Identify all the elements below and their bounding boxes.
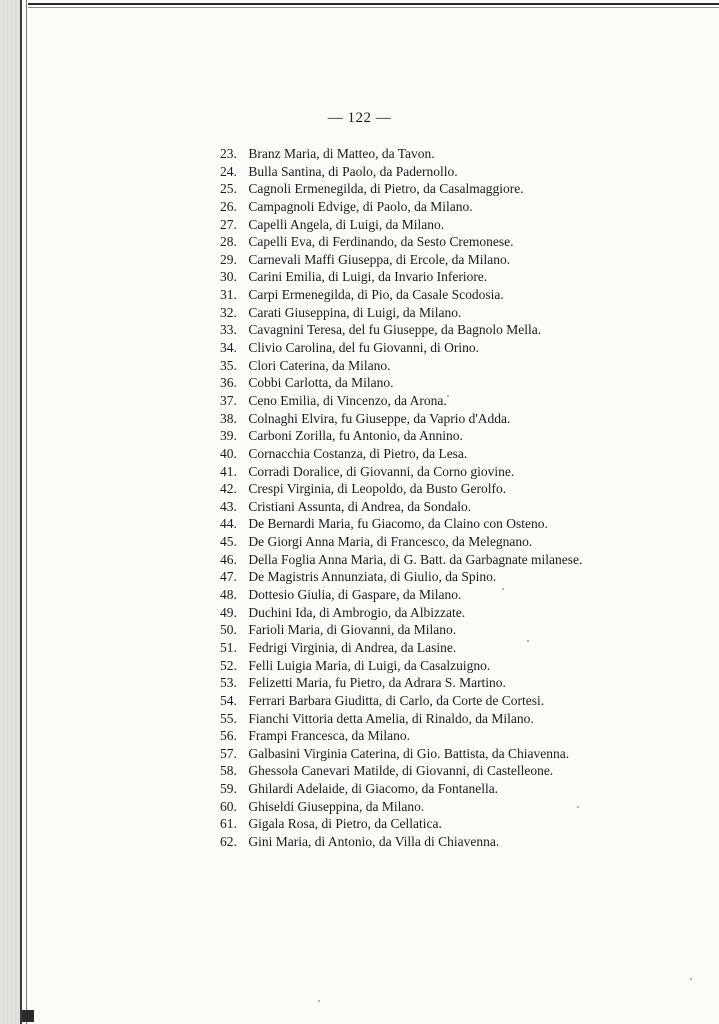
list-item bbox=[220, 180, 700, 198]
entry-number: 55. bbox=[220, 710, 237, 726]
entry-number: 27. bbox=[220, 216, 237, 232]
entry-number: 49. bbox=[220, 604, 237, 620]
entry-text: Felizetti Maria, fu Pietro, da Adrara S. Martino. bbox=[248, 675, 506, 691]
list-item bbox=[220, 339, 700, 357]
entry-number: 24. bbox=[220, 163, 237, 179]
list-item bbox=[220, 410, 700, 428]
entry-number: 43. bbox=[220, 498, 237, 514]
list-item bbox=[220, 798, 700, 816]
entry-text: Cobbi Carlotta, da Milano. bbox=[248, 375, 394, 391]
entry-number: 29. bbox=[220, 251, 237, 267]
entry-text: Ghiseldi Giuseppina, da Milano. bbox=[248, 798, 425, 814]
entry-text: Della Foglia Anna Maria, di G. Batt. da Garbagnate milanese. bbox=[248, 551, 583, 567]
list-item bbox=[220, 657, 700, 675]
entry-text: De Magistris Annunziata, di Giulio, da Spino. bbox=[248, 569, 497, 585]
entry-text: Campagnoli Edvige, di Paolo, da Milano. bbox=[248, 198, 473, 214]
entry-number: 57. bbox=[220, 745, 237, 761]
list-item bbox=[220, 727, 700, 745]
entry-text: Carati Giuseppina, di Luigi, da Milano. bbox=[248, 304, 462, 320]
list-item bbox=[220, 268, 700, 286]
entry-text: Cristiani Assunta, di Andrea, da Sondalo. bbox=[248, 498, 472, 514]
print-speck bbox=[318, 1000, 320, 1002]
list-item bbox=[220, 586, 700, 604]
list-item bbox=[220, 639, 700, 657]
entry-number: 40. bbox=[220, 445, 237, 461]
list-item bbox=[220, 498, 700, 516]
page-number: — 122 — bbox=[327, 110, 392, 126]
entry-text: De Bernardi Maria, fu Giacomo, da Claino con Osteno. bbox=[248, 516, 548, 532]
entry-number: 42. bbox=[220, 481, 237, 497]
entry-number: 53. bbox=[220, 675, 237, 691]
print-speck bbox=[527, 640, 529, 642]
entry-number: 23. bbox=[220, 146, 237, 161]
entry-text: De Giorgi Anna Maria, di Francesco, da Melegnano. bbox=[248, 534, 533, 550]
list-item bbox=[220, 163, 700, 181]
list-item bbox=[220, 427, 700, 445]
binding-rule bbox=[20, 0, 22, 1024]
entry-text: Farioli Maria, di Giovanni, da Milano. bbox=[248, 622, 457, 638]
entry-text: Carboni Zorilla, fu Antonio, da Annino. bbox=[248, 428, 463, 444]
entry-number: 44. bbox=[220, 516, 237, 532]
entry-number: 38. bbox=[220, 410, 237, 426]
entry-number: 35. bbox=[220, 357, 237, 373]
list-item bbox=[220, 551, 700, 569]
print-speck bbox=[577, 806, 579, 808]
entry-number: 59. bbox=[220, 781, 237, 797]
entry-number: 39. bbox=[220, 428, 237, 444]
list-item bbox=[220, 463, 700, 481]
entry-number: 61. bbox=[220, 816, 237, 832]
entry-text: Felli Luigia Maria, di Luigi, da Casalzuigno. bbox=[248, 657, 491, 673]
list-item bbox=[220, 357, 700, 375]
entry-text: Ghessola Canevari Matilde, di Giovanni, di Castelleone. bbox=[248, 763, 554, 779]
binding-rule-secondary bbox=[26, 0, 27, 1024]
list-item bbox=[220, 762, 700, 780]
print-speck bbox=[502, 588, 504, 590]
entry-text: Capelli Angela, di Luigi, da Milano. bbox=[248, 216, 445, 232]
entry-number: 31. bbox=[220, 287, 237, 303]
entry-number: 26. bbox=[220, 198, 237, 214]
list-item bbox=[220, 216, 700, 234]
list-item bbox=[220, 304, 700, 322]
entry-number: 33. bbox=[220, 322, 237, 338]
name-list bbox=[220, 145, 700, 851]
entry-text: Cornacchia Costanza, di Pietro, da Lesa. bbox=[248, 445, 468, 461]
entry-text: Carnevali Maffi Giuseppa, di Ercole, da Milano. bbox=[248, 251, 511, 267]
list-item bbox=[220, 692, 700, 710]
print-speck bbox=[447, 395, 449, 397]
list-item bbox=[220, 568, 700, 586]
list-item bbox=[220, 480, 700, 498]
entry-number: 50. bbox=[220, 622, 237, 638]
entry-text: Fianchi Vittoria detta Amelia, di Rinaldo, da Milano. bbox=[248, 710, 534, 726]
entry-text: Gigala Rosa, di Pietro, da Cellatica. bbox=[248, 816, 442, 832]
print-speck bbox=[690, 978, 692, 980]
entry-text: Clivio Carolina, del fu Giovanni, di Orino. bbox=[248, 340, 479, 356]
entry-text: Dottesio Giulia, di Gaspare, da Milano. bbox=[248, 587, 462, 603]
entry-text: Frampi Francesca, da Milano. bbox=[248, 728, 410, 744]
entry-text: Ceno Emilia, di Vincenzo, da Arona. bbox=[248, 392, 447, 408]
entry-text: Corradi Doralice, di Giovanni, da Corno giovine. bbox=[248, 463, 515, 479]
entry-number: 47. bbox=[220, 569, 237, 585]
entry-number: 32. bbox=[220, 304, 237, 320]
list-item bbox=[220, 445, 700, 463]
entry-number: 62. bbox=[220, 833, 237, 849]
entry-number: 54. bbox=[220, 692, 237, 708]
list-item bbox=[220, 780, 700, 798]
entry-text: Cavagnini Teresa, del fu Giuseppe, da Bagnolo Mella. bbox=[248, 322, 542, 338]
list-item bbox=[220, 251, 700, 269]
entry-text: Gini Maria, di Antonio, da Villa di Chiavenna. bbox=[248, 833, 500, 849]
entry-number: 56. bbox=[220, 728, 237, 744]
entry-text: Branz Maria, di Matteo, da Tavon. bbox=[248, 146, 435, 161]
entry-number: 58. bbox=[220, 763, 237, 779]
entry-text: Ghilardi Adelaide, di Giacomo, da Fontanella. bbox=[248, 781, 499, 797]
list-item bbox=[220, 392, 700, 410]
entry-text: Cagnoli Ermenegilda, di Pietro, da Casalmaggiore. bbox=[248, 181, 524, 197]
entry-number: 25. bbox=[220, 181, 237, 197]
list-item bbox=[220, 515, 700, 533]
entry-text: Carini Emilia, di Luigi, da Invario Inferiore. bbox=[248, 269, 488, 285]
list-item bbox=[220, 198, 700, 216]
entry-text: Duchini Ida, di Ambrogio, da Albizzate. bbox=[248, 604, 466, 620]
entry-number: 51. bbox=[220, 639, 237, 655]
list-item bbox=[220, 674, 700, 692]
list-item bbox=[220, 533, 700, 551]
list-item bbox=[220, 321, 700, 339]
top-border-rule-secondary bbox=[28, 7, 719, 8]
entry-text: Galbasini Virginia Caterina, di Gio. Battista, da Chiavenna. bbox=[248, 745, 570, 761]
entry-text: Bulla Santina, di Paolo, da Padernollo. bbox=[248, 163, 458, 179]
list-item bbox=[220, 145, 700, 163]
entry-number: 30. bbox=[220, 269, 237, 285]
entry-number: 37. bbox=[220, 392, 237, 408]
entry-text: Clori Caterina, da Milano. bbox=[248, 357, 391, 373]
list-item bbox=[220, 815, 700, 833]
entry-number: 48. bbox=[220, 587, 237, 603]
list-item bbox=[220, 745, 700, 763]
entry-number: 46. bbox=[220, 551, 237, 567]
entry-number: 36. bbox=[220, 375, 237, 391]
entry-text: Colnaghi Elvira, fu Giuseppe, da Vaprio d'Adda. bbox=[248, 410, 511, 426]
entry-number: 60. bbox=[220, 798, 237, 814]
entry-number: 41. bbox=[220, 463, 237, 479]
entry-text: Ferrari Barbara Giuditta, di Carlo, da Corte de Cortesi. bbox=[248, 692, 545, 708]
entry-number: 45. bbox=[220, 534, 237, 550]
entry-number: 28. bbox=[220, 234, 237, 250]
binding-corner-mark bbox=[22, 1010, 34, 1022]
list-item bbox=[220, 374, 700, 392]
list-item bbox=[220, 621, 700, 639]
top-border-rule bbox=[28, 3, 719, 5]
entry-text: Crespi Virginia, di Leopoldo, da Busto Gerolfo. bbox=[248, 481, 507, 497]
list-item bbox=[220, 604, 700, 622]
list-item bbox=[220, 233, 700, 251]
entry-text: Capelli Eva, di Ferdinando, da Sesto Cremonese. bbox=[248, 234, 514, 250]
list-item bbox=[220, 286, 700, 304]
list-item bbox=[220, 710, 700, 728]
entry-text: Fedrigi Virginia, di Andrea, da Lasine. bbox=[248, 639, 457, 655]
entry-number: 52. bbox=[220, 657, 237, 673]
entry-number: 34. bbox=[220, 340, 237, 356]
entry-text: Carpi Ermenegilda, di Pio, da Casale Scodosia. bbox=[248, 287, 504, 303]
page-binding-edge bbox=[0, 0, 20, 1024]
list-item bbox=[220, 833, 700, 851]
